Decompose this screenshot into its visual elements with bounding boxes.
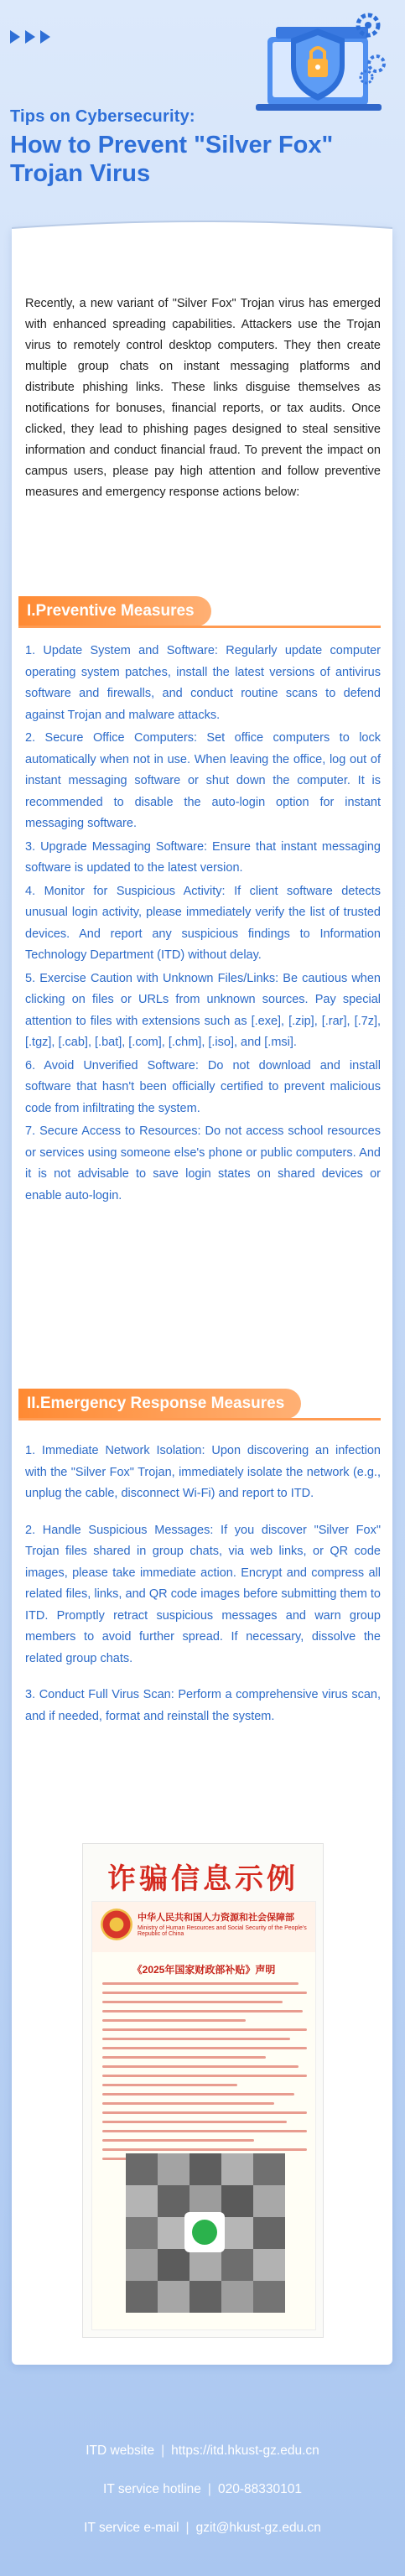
emblem-icon [101, 1909, 132, 1940]
section-divider [18, 626, 381, 628]
emergency-list [25, 1441, 381, 1742]
footer-website-row: ITD website | https://itd.hkust-gz.edu.cn [86, 2444, 319, 2458]
hotline-number[interactable]: 020-88330101 [217, 2482, 302, 2496]
list-item: 7. Secure Access to Resources: Do not access school resources or services using someone else's phone or public computers. And it is not advisable to save login states on shared devices or enable auto-login. [25, 1124, 381, 1202]
shield-lock-gears-icon [251, 3, 393, 129]
document-org-name-en: Ministry of Human Resources and Social Security of the People's Republic of China [138, 1925, 307, 1937]
footer-hotline-row: IT service hotline | 020-88330101 [103, 2482, 302, 2496]
footer-email-row: IT service e-mail | gzit@hkust-gz.edu.cn [84, 2521, 321, 2535]
list-item: 5. Exercise Caution with Unknown Files/Links: Be cautious when clicking on files or URLs from unknown sources. Pay special attention to files with extensions such as [.exe], [.zip], [.rar], [.7z], [.tgz], [.cab], [.bat], [.com], [.chm], [.iso], and [.msi]. [25, 971, 381, 1049]
document-heading: 《2025年国家财政部补贴》声明 [132, 1964, 276, 1976]
intro-paragraph: Recently, a new variant of "Silver Fox" Trojan virus has emerged with enhanced spreading capabilities. Attackers use the Trojan virus to remotely control desktop computers. They then create multiple group chats on instant messaging platforms and distribute phishing links. These links disguise themselves as notifications for bonuses, financial reports, or tax audits. Once clicked, they lead to phishing pages designed to steal sensitive information and conduct financial fraud. To prevent the impact on campus users, please pay high attention and follow preventive measures and emergency response actions below: [25, 297, 381, 499]
wechat-icon [184, 2212, 225, 2252]
email-label: IT service e-mail [84, 2521, 179, 2535]
list-item: 2. Secure Office Computers: Set office computers to lock automatically when not in use. When leaving the office, log out of instant messaging software or shut down the computer. It is recommended to disable the auto-login option for instant messaging software. [25, 731, 381, 830]
document-text-lines [102, 1982, 307, 2167]
list-item: 3. Upgrade Messaging Software: Ensure that instant messaging software is updated to the latest version. [25, 839, 381, 875]
section-heading-preventive: I.Preventive Measures [18, 596, 211, 626]
list-item: 1. Update System and Software: Regularly update computer operating system patches, install the latest versions of antivirus software and firewalls, and conduct routine scans to defend against Trojan and malware attacks. [25, 644, 381, 722]
fraud-notice-document [91, 1901, 316, 2330]
paper-curl-decoration [12, 220, 392, 253]
page-subtitle: Tips on Cybersecurity: [10, 107, 195, 126]
footer [0, 2432, 405, 2547]
poster-title: 诈骗信息示例 [107, 1862, 299, 1896]
header [0, 0, 405, 210]
list-item: 4. Monitor for Suspicious Activity: If client software detects unusual login activity, please immediately verify the list of trusted devices. And report any suspicious findings to Information Technology Department (ITD) without delay. [25, 884, 381, 962]
document-org-name: 中华人民共和国人力资源和社会保障部 [138, 1913, 294, 1923]
list-item: 3. Conduct Full Virus Scan: Perform a comprehensive virus scan, and if needed, format and reinstall the system. [25, 1688, 381, 1723]
page-title: How to Prevent "Silver Fox" Trojan Virus [10, 132, 334, 188]
list-item: 6. Avoid Unverified Software: Do not download and install software that hasn't been officially certified to prevent malicious code from infiltrating the system. [25, 1058, 381, 1115]
arrow-decoration-icon [10, 30, 50, 44]
list-item: 2. Handle Suspicious Messages: If you discover "Silver Fox" Trojan files shared in group chats, via web links, or QR code images, please take immediate action. Encrypt and compress all related files, links, and QR code images before submitting them to ITD. Promptly retract suspicious messages and warn group members to avoid further spread. If necessary, dissolve the related group chats. [25, 1523, 381, 1665]
website-link[interactable]: https://itd.hkust-gz.edu.cn [171, 2444, 319, 2458]
website-label: ITD website [86, 2444, 155, 2458]
section-heading-emergency: II.Emergency Response Measures [18, 1389, 301, 1419]
list-item: 1. Immediate Network Isolation: Upon discovering an infection with the "Silver Fox" Trojan, immediately isolate the network (e.g., unplug the cable, disconnect Wi-Fi) and report to ITD. [25, 1444, 381, 1500]
fraud-example-image [82, 1843, 324, 2338]
email-link[interactable]: gzit@hkust-gz.edu.cn [195, 2521, 321, 2535]
preventive-list [25, 641, 381, 1208]
section-divider [18, 1418, 381, 1420]
hotline-label: IT service hotline [103, 2482, 201, 2496]
